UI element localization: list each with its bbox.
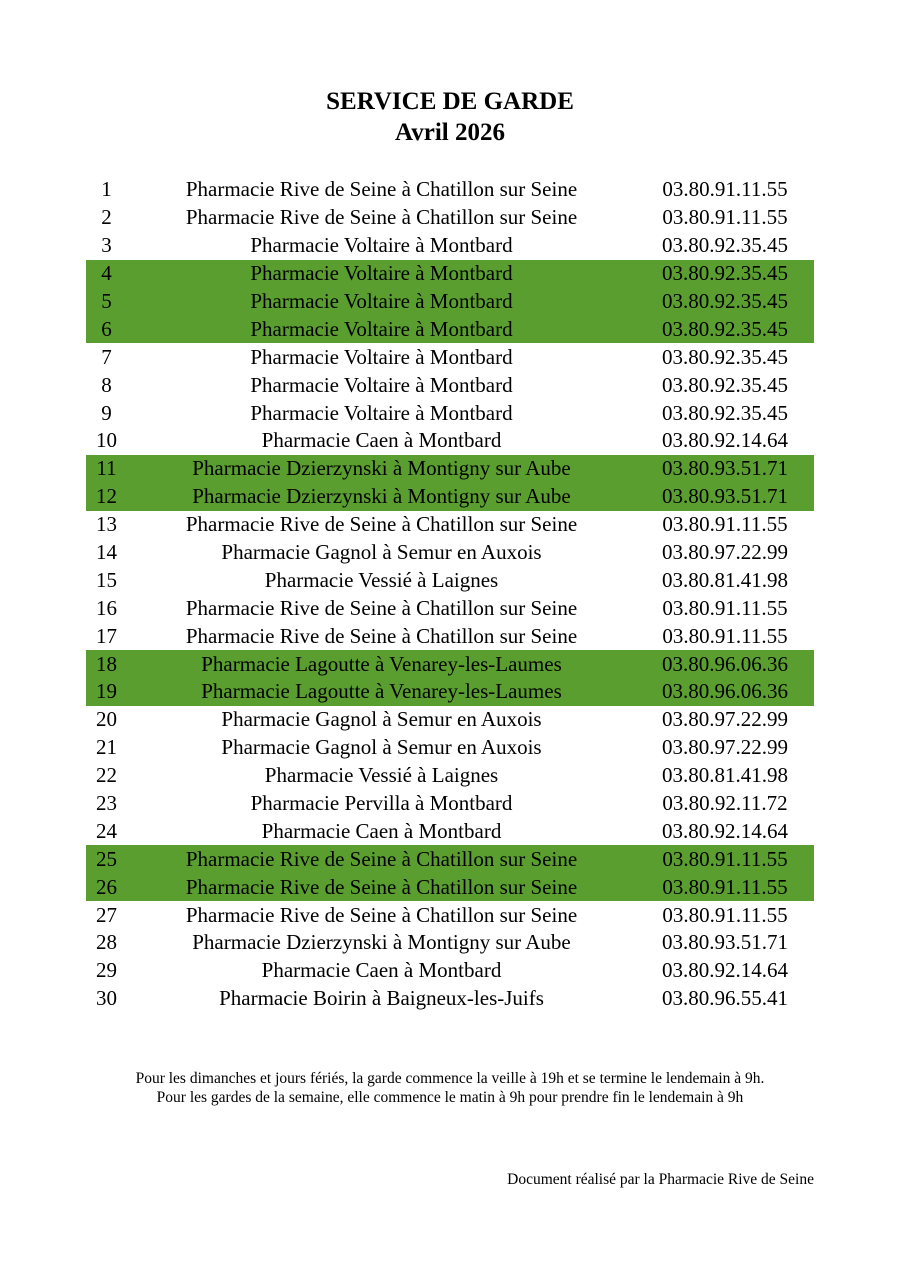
table-row (86, 845, 814, 873)
pharmacy-name: Pharmacie Dzierzynski à Montigny sur Aube (192, 456, 571, 481)
phone-number: 03.80.91.11.55 (662, 512, 788, 537)
phone-number: 03.80.93.51.71 (662, 456, 788, 481)
pharmacy-name: Pharmacie Voltaire à Montbard (250, 344, 513, 369)
pharmacy-name: Pharmacie Voltaire à Montbard (250, 233, 513, 258)
pharmacy-name: Pharmacie Voltaire à Montbard (250, 316, 513, 341)
table-row (86, 817, 814, 845)
day-number: 13 (96, 512, 117, 537)
pharmacy-name: Pharmacie Vessié à Laignes (264, 763, 499, 788)
day-number: 27 (96, 902, 117, 927)
table-row (86, 483, 814, 511)
table-row (86, 511, 814, 539)
table-row (86, 762, 814, 790)
pharmacy-name: Pharmacie Caen à Montbard (261, 428, 502, 453)
phone-number: 03.80.93.51.71 (662, 484, 788, 509)
table-row (86, 790, 814, 818)
phone-number: 03.80.96.06.36 (662, 679, 788, 704)
day-number: 21 (96, 735, 117, 760)
pharmacy-name: Pharmacie Rive de Seine à Chatillon sur Seine (185, 205, 578, 230)
table-row (86, 901, 814, 929)
table-row (86, 678, 814, 706)
day-number: 20 (96, 707, 117, 732)
pharmacy-name: Pharmacie Rive de Seine à Chatillon sur Seine (185, 623, 578, 648)
table-row (86, 399, 814, 427)
pharmacy-name: Pharmacie Dzierzynski à Montigny sur Aube (192, 484, 571, 509)
phone-number: 03.80.91.11.55 (662, 902, 788, 927)
schedule-table (86, 176, 814, 1013)
pharmacy-name: Pharmacie Vessié à Laignes (264, 567, 499, 592)
phone-number: 03.80.92.35.45 (662, 316, 788, 341)
phone-number: 03.80.91.11.55 (662, 205, 788, 230)
pharmacy-name: Pharmacie Gagnol à Semur en Auxois (221, 707, 542, 732)
table-row (86, 204, 814, 232)
phone-number: 03.80.81.41.98 (662, 763, 788, 788)
pharmacy-name: Pharmacie Caen à Montbard (261, 958, 502, 983)
day-number: 15 (96, 567, 117, 592)
phone-number: 03.80.91.11.55 (662, 595, 788, 620)
day-number: 10 (96, 428, 117, 453)
day-number: 25 (96, 846, 117, 871)
pharmacy-name: Pharmacie Voltaire à Montbard (250, 372, 513, 397)
day-number: 14 (96, 540, 117, 565)
page-title: SERVICE DE GARDE (326, 88, 574, 115)
phone-number: 03.80.92.35.45 (662, 372, 788, 397)
pharmacy-name: Pharmacie Lagoutte à Venarey-les-Laumes (201, 651, 562, 676)
table-row (86, 566, 814, 594)
day-number: 22 (96, 763, 117, 788)
table-row (86, 315, 814, 343)
table-row (86, 929, 814, 957)
phone-number: 03.80.92.35.45 (662, 233, 788, 258)
day-number: 19 (96, 679, 117, 704)
pharmacy-name: Pharmacie Rive de Seine à Chatillon sur Seine (185, 846, 578, 871)
note-weekday-hours: Pour les gardes de la semaine, elle commence le matin à 9h pour prendre fin le lendemain à 9h (156, 1089, 744, 1106)
phone-number: 03.80.81.41.98 (662, 567, 788, 592)
day-number: 1 (101, 177, 112, 202)
phone-number: 03.80.92.35.45 (662, 400, 788, 425)
phone-number: 03.80.91.11.55 (662, 846, 788, 871)
table-row (86, 176, 814, 204)
day-number: 18 (96, 651, 117, 676)
day-number: 30 (96, 986, 117, 1011)
day-number: 29 (96, 958, 117, 983)
table-row (86, 232, 814, 260)
table-row (86, 427, 814, 455)
pharmacy-name: Pharmacie Voltaire à Montbard (250, 261, 513, 286)
phone-number: 03.80.91.11.55 (662, 874, 788, 899)
day-number: 8 (101, 372, 112, 397)
pharmacy-name: Pharmacie Boirin à Baigneux-les-Juifs (219, 986, 544, 1011)
phone-number: 03.80.91.11.55 (662, 177, 788, 202)
page-subtitle-month: Avril 2026 (395, 119, 505, 146)
day-number: 6 (101, 316, 112, 341)
day-number: 17 (96, 623, 117, 648)
phone-number: 03.80.92.35.45 (662, 261, 788, 286)
table-row (86, 985, 814, 1013)
pharmacy-name: Pharmacie Rive de Seine à Chatillon sur Seine (185, 177, 578, 202)
phone-number: 03.80.92.14.64 (662, 958, 788, 983)
phone-number: 03.80.96.06.36 (662, 651, 788, 676)
day-number: 24 (96, 818, 117, 843)
table-row (86, 873, 814, 901)
table-row (86, 957, 814, 985)
phone-number: 03.80.97.22.99 (662, 540, 788, 565)
note-weekend-hours: Pour les dimanches et jours fériés, la garde commence la veille à 19h et se termine le lendemain à 9h. (135, 1070, 765, 1087)
pharmacy-name: Pharmacie Lagoutte à Venarey-les-Laumes (201, 679, 562, 704)
pharmacy-name: Pharmacie Caen à Montbard (261, 818, 502, 843)
phone-number: 03.80.91.11.55 (662, 623, 788, 648)
day-number: 4 (101, 261, 112, 286)
phone-number: 03.80.92.35.45 (662, 344, 788, 369)
day-number: 12 (96, 484, 117, 509)
phone-number: 03.80.92.14.64 (662, 818, 788, 843)
table-row (86, 734, 814, 762)
table-row (86, 622, 814, 650)
table-row (86, 455, 814, 483)
day-number: 28 (96, 930, 117, 955)
day-number: 11 (96, 456, 117, 481)
phone-number: 03.80.92.14.64 (662, 428, 788, 453)
table-row (86, 371, 814, 399)
pharmacy-name: Pharmacie Rive de Seine à Chatillon sur Seine (185, 595, 578, 620)
pharmacy-name: Pharmacie Dzierzynski à Montigny sur Aube (192, 930, 571, 955)
phone-number: 03.80.93.51.71 (662, 930, 788, 955)
day-number: 16 (96, 595, 117, 620)
table-row (86, 706, 814, 734)
phone-number: 03.80.97.22.99 (662, 707, 788, 732)
day-number: 5 (101, 289, 112, 313)
phone-number: 03.80.92.35.45 (662, 289, 788, 313)
day-number: 3 (101, 233, 112, 258)
pharmacy-name: Pharmacie Gagnol à Semur en Auxois (221, 540, 542, 565)
phone-number: 03.80.96.55.41 (662, 986, 788, 1011)
day-number: 23 (96, 791, 117, 816)
pharmacy-name: Pharmacie Gagnol à Semur en Auxois (221, 735, 542, 760)
document-footer: Document réalisé par la Pharmacie Rive de Seine (507, 1171, 814, 1188)
day-number: 26 (96, 874, 117, 899)
table-row (86, 260, 814, 288)
day-number: 2 (101, 205, 112, 230)
pharmacy-name: Pharmacie Rive de Seine à Chatillon sur Seine (185, 512, 578, 537)
pharmacy-name: Pharmacie Rive de Seine à Chatillon sur Seine (185, 902, 578, 927)
phone-number: 03.80.97.22.99 (662, 735, 788, 760)
pharmacy-name: Pharmacie Voltaire à Montbard (250, 289, 513, 313)
pharmacy-name: Pharmacie Rive de Seine à Chatillon sur Seine (185, 874, 578, 899)
table-row (86, 343, 814, 371)
table-row (86, 288, 814, 316)
table-row (86, 539, 814, 567)
phone-number: 03.80.92.11.72 (662, 791, 788, 816)
pharmacy-name: Pharmacie Voltaire à Montbard (250, 400, 513, 425)
pharmacy-name: Pharmacie Pervilla à Montbard (250, 791, 513, 816)
table-row (86, 594, 814, 622)
table-row (86, 650, 814, 678)
day-number: 7 (101, 344, 112, 369)
day-number: 9 (101, 400, 112, 425)
